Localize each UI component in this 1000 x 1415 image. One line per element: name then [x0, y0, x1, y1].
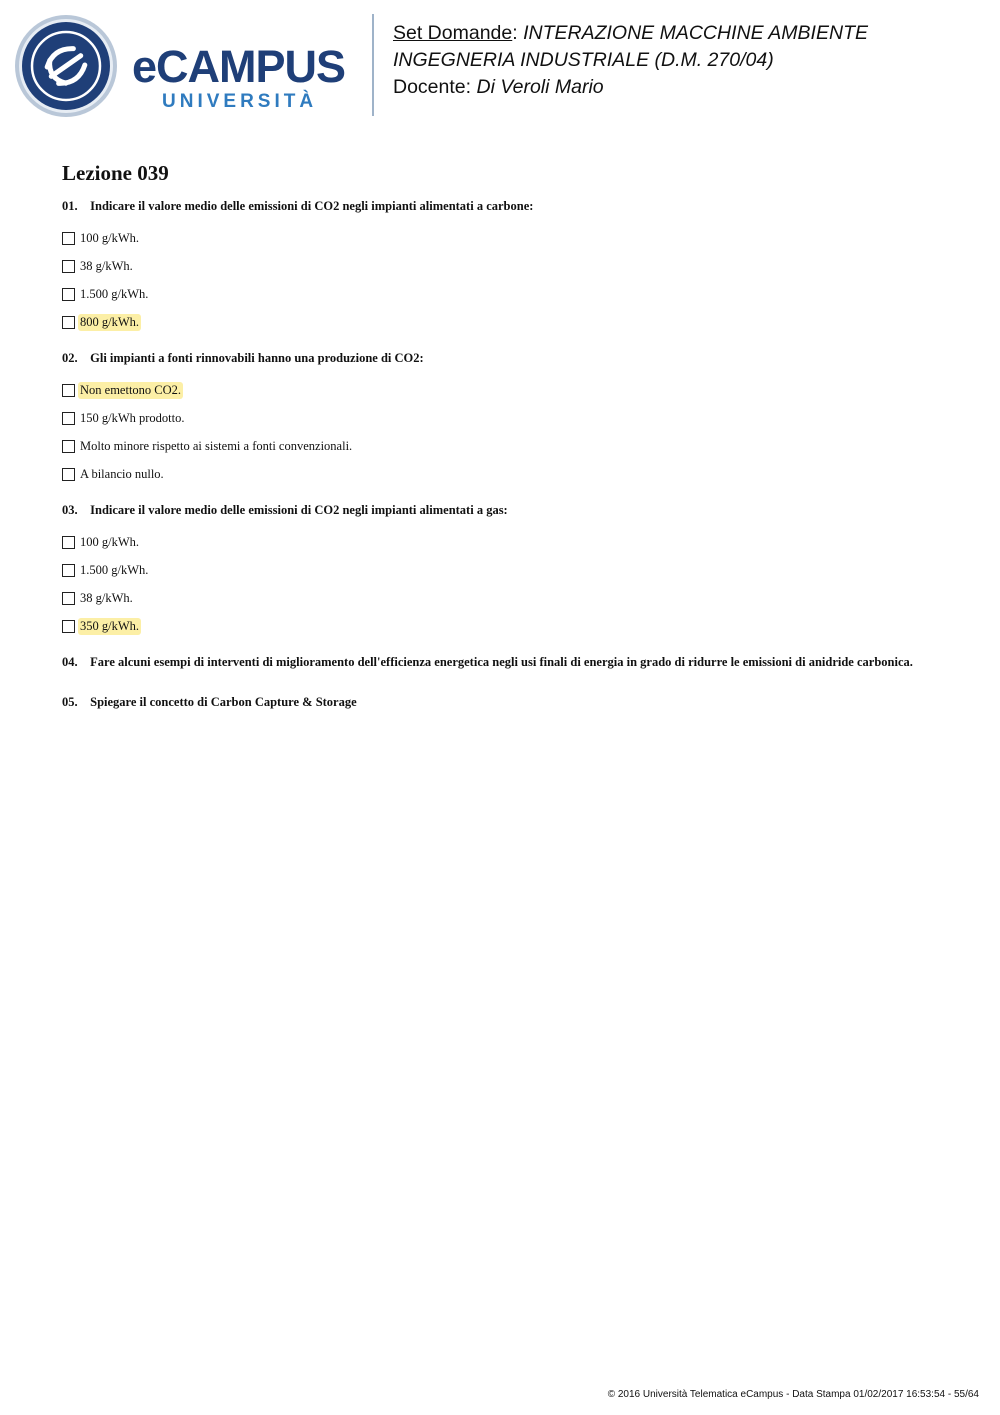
checkbox[interactable] — [62, 384, 75, 397]
main-content — [62, 158, 962, 734]
checkbox[interactable] — [62, 412, 75, 425]
lesson-title: Lezione 039 — [62, 161, 169, 185]
question-text: Fare alcuni esempi di interventi di miglioramento dell'efficienza energetica negli usi finali di energia in grado di ridurre le emissioni di anidride carbonica. — [90, 655, 913, 669]
checkbox[interactable] — [62, 288, 75, 301]
question-02 — [62, 350, 962, 366]
logo-subtitle: UNIVERSITÀ — [162, 91, 318, 112]
header-info — [393, 20, 868, 101]
answer-text-highlighted: Non emettono CO2. — [80, 382, 182, 397]
course-line — [393, 47, 868, 74]
answer-text-highlighted: 800 g/kWh. — [80, 314, 140, 329]
question-text: Gli impianti a fonti rinnovabili hanno una produzione di CO2: — [90, 351, 424, 365]
question-block-03 — [62, 502, 962, 640]
answer-option[interactable] — [62, 404, 962, 432]
answer-option[interactable] — [62, 280, 962, 308]
checkbox[interactable] — [62, 536, 75, 549]
answer-text: A bilancio nullo. — [80, 466, 164, 481]
question-03 — [62, 502, 962, 518]
answer-text: 150 g/kWh prodotto. — [80, 410, 185, 425]
answer-text: 1.500 g/kWh. — [80, 562, 149, 577]
answer-option[interactable] — [62, 528, 962, 556]
question-05 — [62, 694, 962, 710]
set-value: INTERAZIONE MACCHINE AMBIENTE — [523, 22, 868, 44]
answer-option[interactable] — [62, 584, 962, 612]
checkbox[interactable] — [62, 620, 75, 633]
checkbox[interactable] — [62, 316, 75, 329]
question-number: 03. — [62, 503, 78, 517]
answer-option[interactable] — [62, 252, 962, 280]
page-footer: © 2016 Università Telematica eCampus - Data Stampa 01/02/2017 16:53:54 - 55/64 — [607, 1389, 979, 1400]
checkbox[interactable] — [62, 260, 75, 273]
answer-text: 1.500 g/kWh. — [80, 286, 149, 301]
answer-text-highlighted: 350 g/kWh. — [80, 618, 140, 633]
checkbox[interactable] — [62, 592, 75, 605]
question-number: 05. — [62, 695, 78, 709]
answer-option[interactable] — [62, 308, 962, 336]
question-number: 04. — [62, 655, 78, 669]
teacher-value: Di Veroli Mario — [476, 76, 604, 98]
answer-option[interactable] — [62, 432, 962, 460]
checkbox[interactable] — [62, 232, 75, 245]
ecampus-logo — [14, 14, 359, 118]
checkbox[interactable] — [62, 564, 75, 577]
answer-text: Molto minore rispetto ai sistemi a fonti convenzionali. — [80, 438, 353, 453]
answer-text: 100 g/kWh. — [80, 534, 140, 549]
teacher-label: Docente: — [393, 76, 472, 98]
university-seal-icon — [14, 14, 118, 118]
question-01 — [62, 198, 962, 214]
question-number: 02. — [62, 351, 78, 365]
answer-option[interactable] — [62, 556, 962, 584]
logo-wordmark: eCAMPUS — [132, 41, 346, 92]
question-block-01 — [62, 198, 962, 336]
answer-text: 38 g/kWh. — [80, 258, 133, 273]
question-04 — [62, 654, 962, 670]
teacher-line — [393, 74, 868, 101]
header-divider — [372, 14, 374, 116]
question-text: Indicare il valore medio delle emissioni di CO2 negli impianti alimentati a gas: — [90, 503, 508, 517]
answer-option[interactable] — [62, 376, 962, 404]
question-number: 01. — [62, 199, 78, 213]
answer-option[interactable] — [62, 612, 962, 640]
answer-text: 38 g/kWh. — [80, 590, 133, 605]
checkbox[interactable] — [62, 440, 75, 453]
answer-text: 100 g/kWh. — [80, 230, 140, 245]
course-value: INGEGNERIA INDUSTRIALE (D.M. 270/04) — [393, 49, 774, 71]
checkbox[interactable] — [62, 468, 75, 481]
set-label: Set Domande — [393, 22, 513, 44]
question-block-02 — [62, 350, 962, 488]
question-text: Indicare il valore medio delle emissioni di CO2 negli impianti alimentati a carbone: — [90, 199, 534, 213]
question-text: Spiegare il concetto di Carbon Capture & Storage — [90, 695, 357, 709]
answer-option[interactable] — [62, 224, 962, 252]
set-line: Set Domande: INTERAZIONE MACCHINE AMBIENTE — [393, 22, 868, 44]
answer-option[interactable] — [62, 460, 962, 488]
page-header — [0, 0, 1000, 130]
